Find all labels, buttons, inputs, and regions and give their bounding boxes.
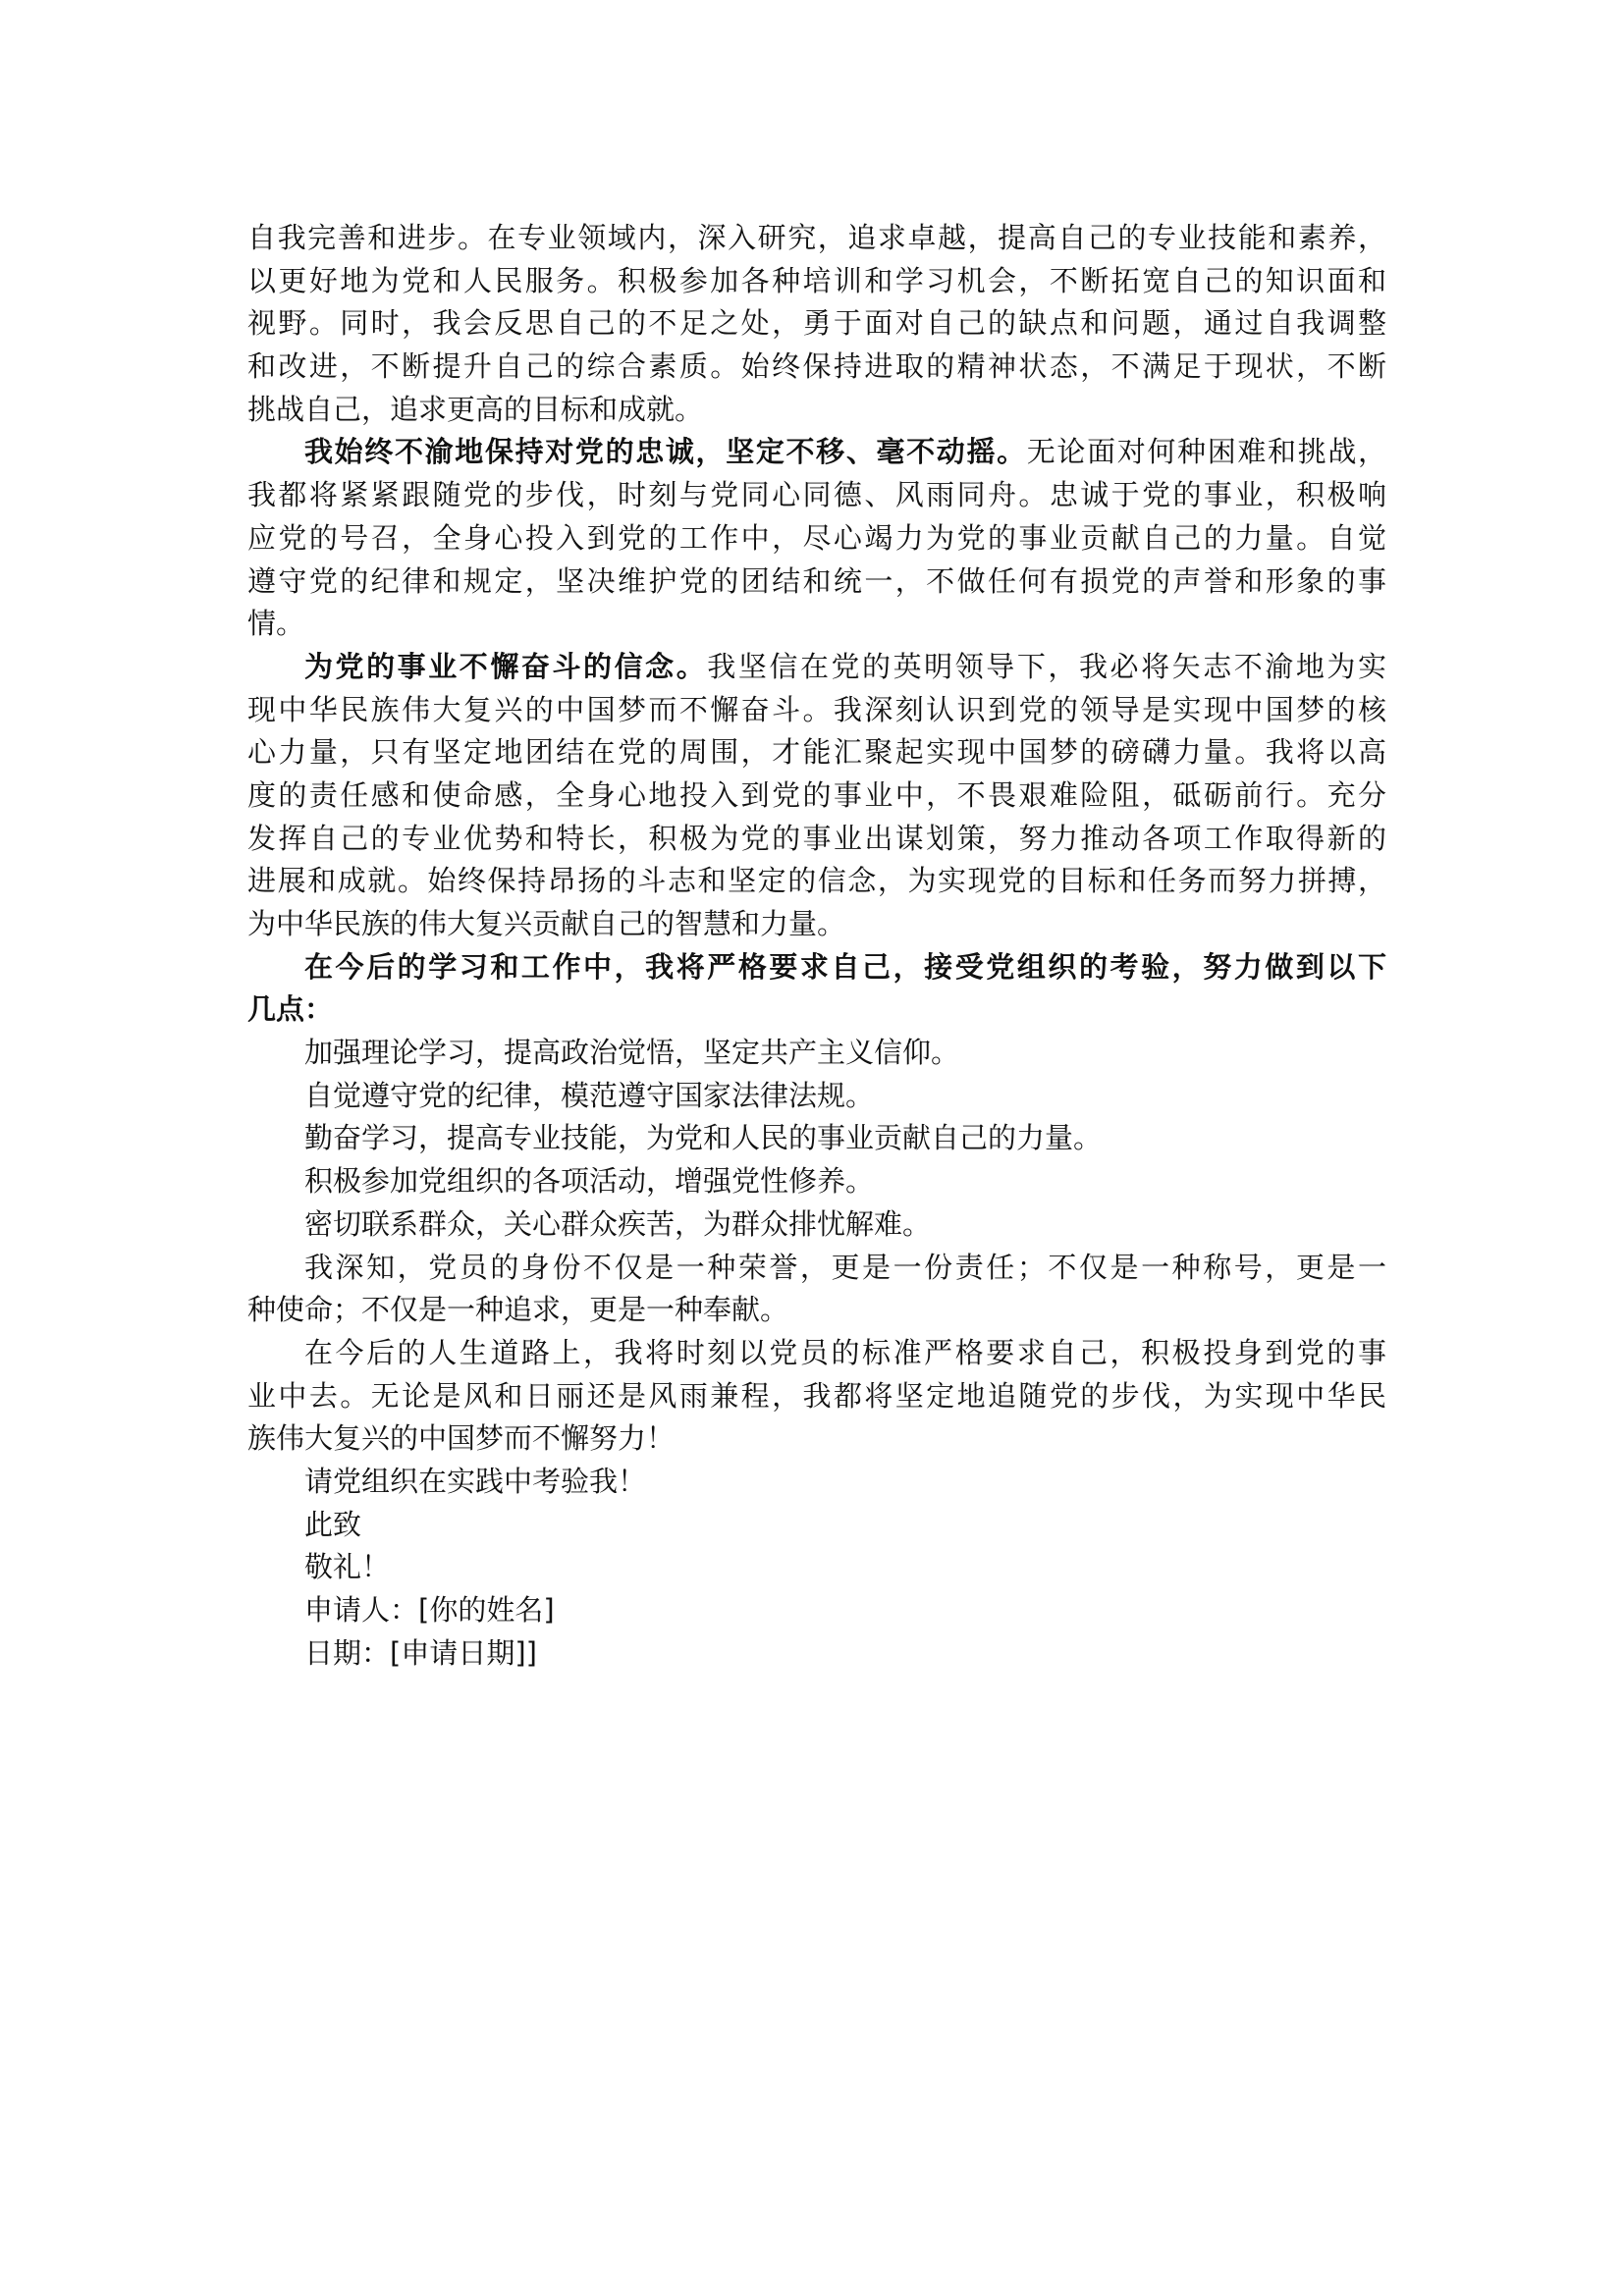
body-text: 和改进，不断提升自己的综合素质。始终保持进取的精神状态，不满足于现状，不断 (247, 349, 1386, 384)
body-text: 种使命；不仅是一种追求，更是一种奉献。 (247, 1293, 789, 1327)
text-line (247, 1289, 1386, 1332)
text-line (247, 1504, 1386, 1547)
paragraph (247, 1504, 1386, 1547)
body-text: 日期：[申请日期]] (304, 1635, 537, 1670)
text-line (247, 1117, 1386, 1160)
text-line (247, 1332, 1386, 1375)
paragraph (247, 1203, 1386, 1247)
bold-lead-text: 我始终不渝地保持对党的忠诚，坚定不移、毫不动摇。 (304, 435, 1027, 469)
body-text: 我深知，党员的身份不仅是一种荣誉，更是一份责任；不仅是一种称号，更是一 (304, 1250, 1386, 1284)
body-text: 以更好地为党和人民服务。积极参加各种培训和学习机会，不断拓宽自己的知识面和 (247, 263, 1386, 297)
body-text: 请党组织在实践中考验我！ (304, 1464, 647, 1498)
body-text: 敬礼！ (304, 1550, 391, 1584)
paragraph (247, 431, 1386, 645)
body-text: 度的责任感和使命感，全身心地投入到党的事业中，不畏艰难险阻，砥砺前行。充分 (247, 777, 1386, 812)
body-text: 自我完善和进步。在专业领域内，深入研究，追求卓越，提高自己的专业技能和素养， (247, 221, 1386, 254)
document-body (247, 217, 1386, 1675)
body-text: 我坚信在党的英明领导下，我必将矢志不渝地为实 (707, 649, 1386, 683)
paragraph (247, 646, 1386, 946)
text-line (247, 260, 1386, 303)
paragraph (247, 1632, 1386, 1676)
body-text: 自觉遵守党的纪律，模范遵守国家法律法规。 (304, 1078, 875, 1112)
bold-lead-text: 为党的事业不懈奋斗的信念。 (304, 649, 708, 683)
text-line (247, 731, 1386, 774)
paragraph (247, 1117, 1386, 1160)
text-line (247, 1546, 1386, 1589)
text-line (247, 1203, 1386, 1247)
body-text: 我都将紧紧跟随党的步伐，时刻与党同心同德、风雨同舟。忠诚于党的事业，积极响 (247, 478, 1386, 512)
text-line (247, 903, 1386, 946)
paragraph (247, 1546, 1386, 1589)
paragraph (247, 946, 1386, 1032)
bold-lead-text: 几点： (247, 992, 334, 1027)
text-line (247, 217, 1386, 260)
paragraph (247, 1461, 1386, 1504)
body-text: 积极参加党组织的各项活动，增强党性修养。 (304, 1164, 875, 1199)
text-line (247, 860, 1386, 903)
text-line (247, 818, 1386, 861)
text-line (247, 988, 1386, 1032)
paragraph (247, 1589, 1386, 1632)
body-text: 加强理论学习，提高政治觉悟，坚定共产主义信仰。 (304, 1036, 960, 1070)
paragraph (247, 1247, 1386, 1332)
body-text: 视野。同时，我会反思自己的不足之处，勇于面对自己的缺点和问题，通过自我调整 (247, 306, 1386, 341)
text-line (247, 1461, 1386, 1504)
paragraph (247, 1160, 1386, 1203)
text-line (247, 689, 1386, 732)
text-line (247, 1032, 1386, 1075)
body-text: 现中华民族伟大复兴的中国梦而不懈奋斗。我深刻认识到党的领导是实现中国梦的核 (247, 692, 1386, 726)
body-text: 无论面对何种困难和挑战， (1026, 435, 1386, 469)
body-text: 勤奋学习，提高专业技能，为党和人民的事业贡献自己的力量。 (304, 1121, 1103, 1155)
text-line (247, 1075, 1386, 1118)
body-text: 族伟大复兴的中国梦而不懈努力！ (247, 1421, 676, 1456)
body-text: 密切联系群众，关心群众疾苦，为群众排忧解难。 (304, 1206, 932, 1241)
body-text: 情。 (247, 607, 305, 641)
paragraph (247, 217, 1386, 431)
body-text: 在今后的人生道路上，我将时刻以党员的标准严格要求自己，积极投身到党的事 (304, 1335, 1386, 1369)
body-text: 挑战自己，追求更高的目标和成就。 (247, 392, 704, 426)
text-line (247, 946, 1386, 989)
text-line (247, 1589, 1386, 1632)
text-line (247, 1417, 1386, 1461)
text-line (247, 646, 1386, 689)
body-text: 遵守党的纪律和规定，坚决维护党的团结和统一，不做任何有损党的声誉和形象的事 (247, 563, 1386, 598)
paragraph (247, 1075, 1386, 1118)
text-line (247, 1247, 1386, 1290)
text-line (247, 431, 1386, 474)
text-line (247, 517, 1386, 561)
text-line (247, 346, 1386, 389)
body-text: 发挥自己的专业优势和特长，积极为党的事业出谋划策，努力推动各项工作取得新的 (247, 821, 1386, 855)
text-line (247, 389, 1386, 432)
text-line (247, 1375, 1386, 1418)
paragraph (247, 1032, 1386, 1075)
body-text: 为中华民族的伟大复兴贡献自己的智慧和力量。 (247, 907, 846, 940)
body-text: 申请人：[你的姓名] (304, 1593, 555, 1627)
text-line (247, 474, 1386, 517)
bold-lead-text: 在今后的学习和工作中，我将严格要求自己，接受党组织的考验，努力做到以下 (304, 949, 1386, 984)
text-line (247, 603, 1386, 646)
text-line (247, 1632, 1386, 1676)
text-line (247, 302, 1386, 346)
text-line (247, 774, 1386, 818)
body-text: 业中去。无论是风和日丽还是风雨兼程，我都将坚定地追随党的步伐，为实现中华民 (247, 1378, 1386, 1413)
text-line (247, 1160, 1386, 1203)
body-text: 心力量，只有坚定地团结在党的周围，才能汇聚起实现中国梦的磅礴力量。我将以高 (247, 735, 1386, 770)
body-text: 进展和成就。始终保持昂扬的斗志和坚定的信念，为实现党的目标和任务而努力拼搏， (247, 864, 1386, 898)
body-text: 应党的号召，全身心投入到党的工作中，尽心竭力为党的事业贡献自己的力量。自觉 (247, 520, 1386, 555)
body-text: 此致 (304, 1507, 362, 1541)
paragraph (247, 1332, 1386, 1461)
text-line (247, 561, 1386, 604)
